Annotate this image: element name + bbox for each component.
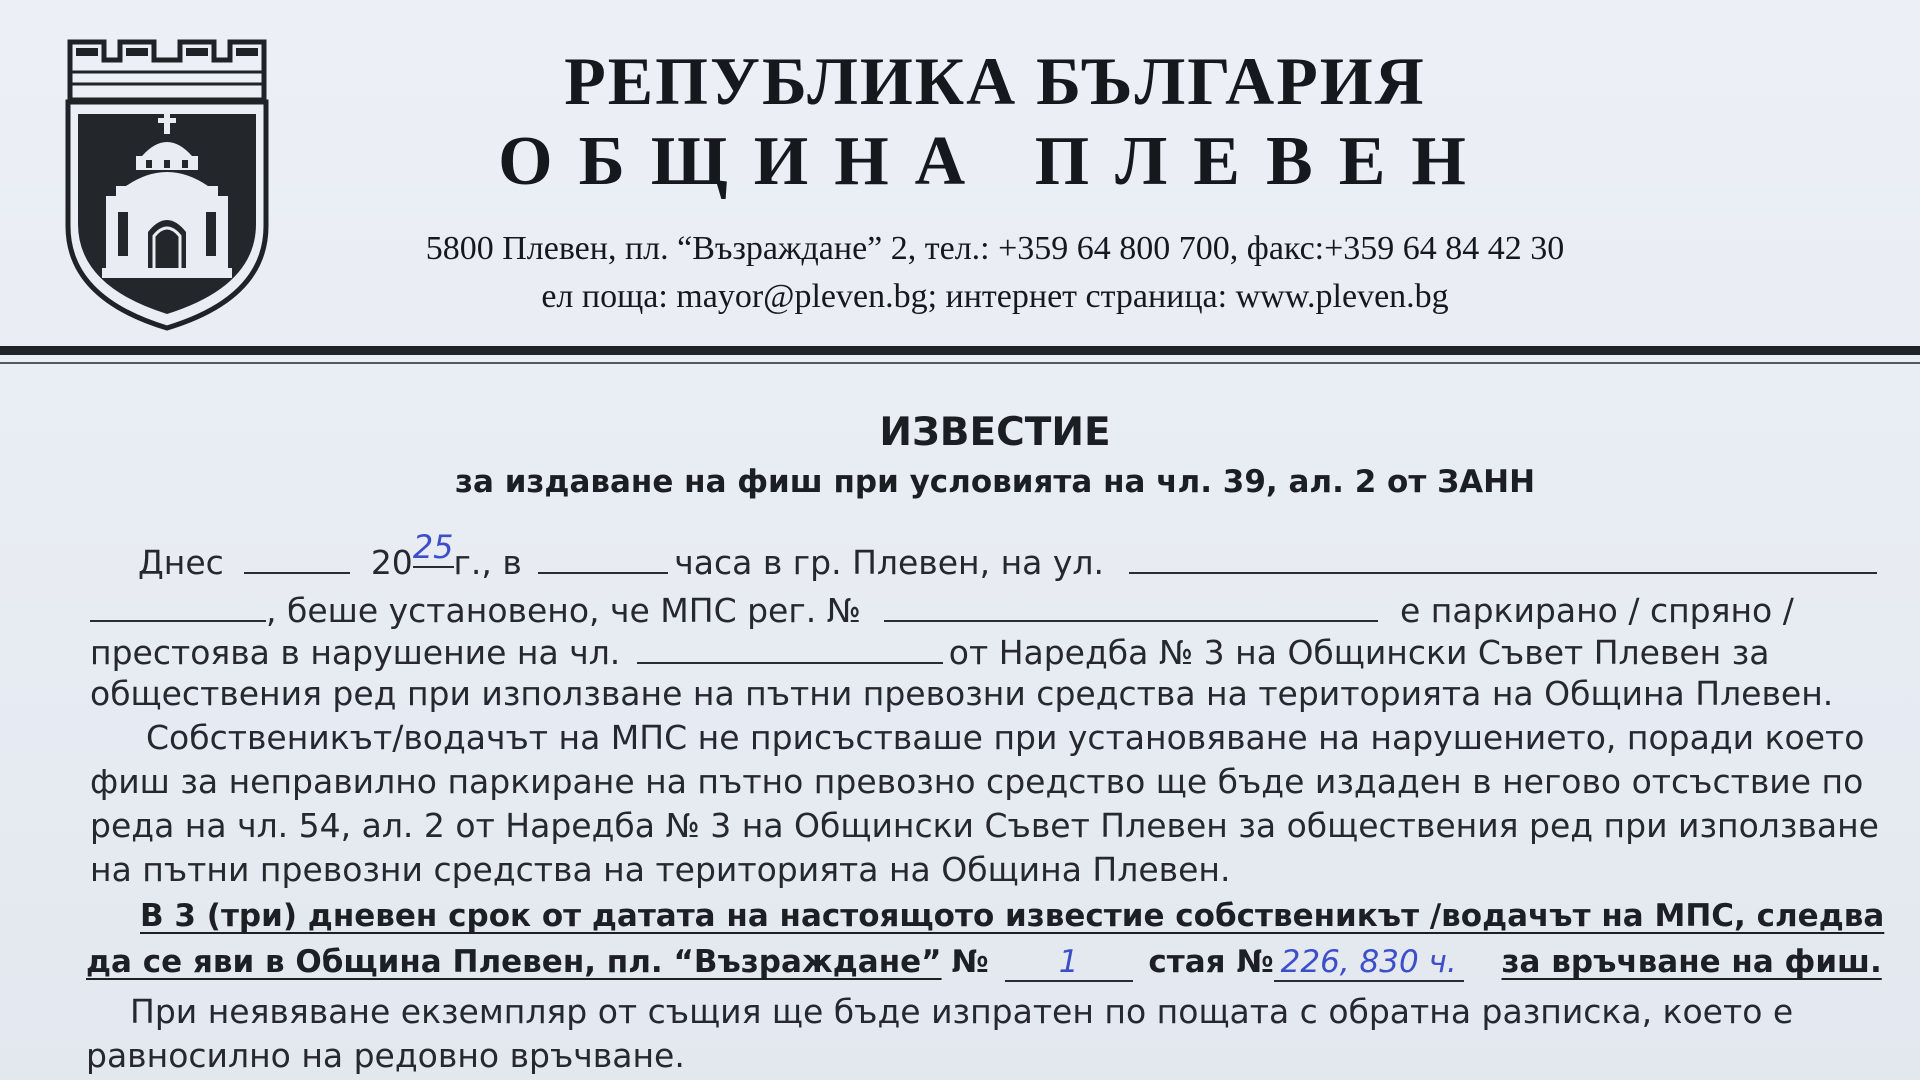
paragraph-4-line-1: При неявяване екземпляр от същия ще бъде изпратен по пощата с обратна разписка, което е [130, 992, 1794, 1031]
registration-field[interactable] [884, 590, 1378, 622]
delivery-label: за връчване на фиш. [1501, 944, 1882, 980]
day-field[interactable] [244, 542, 350, 574]
number-handwritten[interactable]: 1 [1005, 944, 1133, 982]
number-label: № [951, 944, 989, 980]
year-prefix: 20 [370, 543, 413, 582]
header-municipality: ОБЩИНА ПЛЕВЕН [498, 123, 1492, 200]
time-city-label: часа в гр. Плевен, на ул. [674, 543, 1104, 582]
violation-label: престоява в нарушение на чл. [90, 633, 621, 672]
header-divider-thin [0, 362, 1920, 364]
form-line-3 [90, 632, 1770, 672]
header-country: РЕПУБЛИКА БЪЛГАРИЯ [564, 43, 1426, 119]
header-address: 5800 Плевен, пл. “Възраждане” 2, тел.: +359 64 800 700, факс:+359 64 84 42 30 [425, 230, 1565, 267]
form-line-1 [138, 528, 1877, 582]
notice-title: ИЗВЕСТИЕ [879, 410, 1111, 455]
established-label: , беше установено, че МПС рег. № [266, 591, 861, 630]
notice-subtitle: за издаване на фиш при условията на чл. 39, ал. 2 от ЗАНН [454, 464, 1536, 500]
appear-label: да се яви в Община Плевен, пл. “Възраждане” [86, 944, 942, 980]
parked-label: е паркирано / спряно / [1400, 591, 1794, 630]
paragraph-3-line-1: В 3 (три) дневен срок от датата на настоящото известие собственикът /водачът на МПС, следва [140, 898, 1885, 934]
today-label: Днес [138, 543, 224, 582]
year-handwritten[interactable]: 25 [412, 528, 454, 566]
time-field[interactable] [538, 542, 668, 574]
paragraph-2-line-2: фиш за неправилно паркиране на пътно превозно средство ще бъде издаден в негово отсъствие по [90, 762, 1864, 801]
paragraph-2-line-1: Собственикът/водачът на МПС не присъстваше при установяване на нарушението, поради което [146, 718, 1865, 757]
paragraph-4-line-2: равносилно на редовно връчване. [86, 1036, 685, 1075]
ordinance-label: от Наредба № 3 на Общински Съвет Плевен за [948, 633, 1770, 672]
room-handwritten[interactable]: 226, 830 ч. [1274, 944, 1464, 982]
year-suffix: г., в [453, 543, 522, 582]
form-line-4: обществения ред при използване на пътни превозни средства на територията на Община Плевен. [90, 674, 1834, 713]
paragraph-2-line-4: на пътни превозни средства на територията на Община Плевен. [90, 850, 1231, 889]
form-line-2 [90, 590, 1794, 630]
header-contacts: ел поща: mayor@pleven.bg; интернет страница: www.pleven.bg [541, 278, 1449, 315]
street-field[interactable] [1129, 542, 1877, 574]
paragraph-3-line-2 [86, 944, 1882, 982]
header-divider-thick [0, 346, 1920, 355]
paragraph-2-line-3: реда на чл. 54, ал. 2 от Наредба № 3 на Общински Съвет Плевен за обществения ред при използване [90, 806, 1879, 845]
street-field-cont[interactable] [90, 590, 266, 622]
article-field[interactable] [637, 632, 943, 664]
room-label: стая № [1148, 944, 1274, 980]
